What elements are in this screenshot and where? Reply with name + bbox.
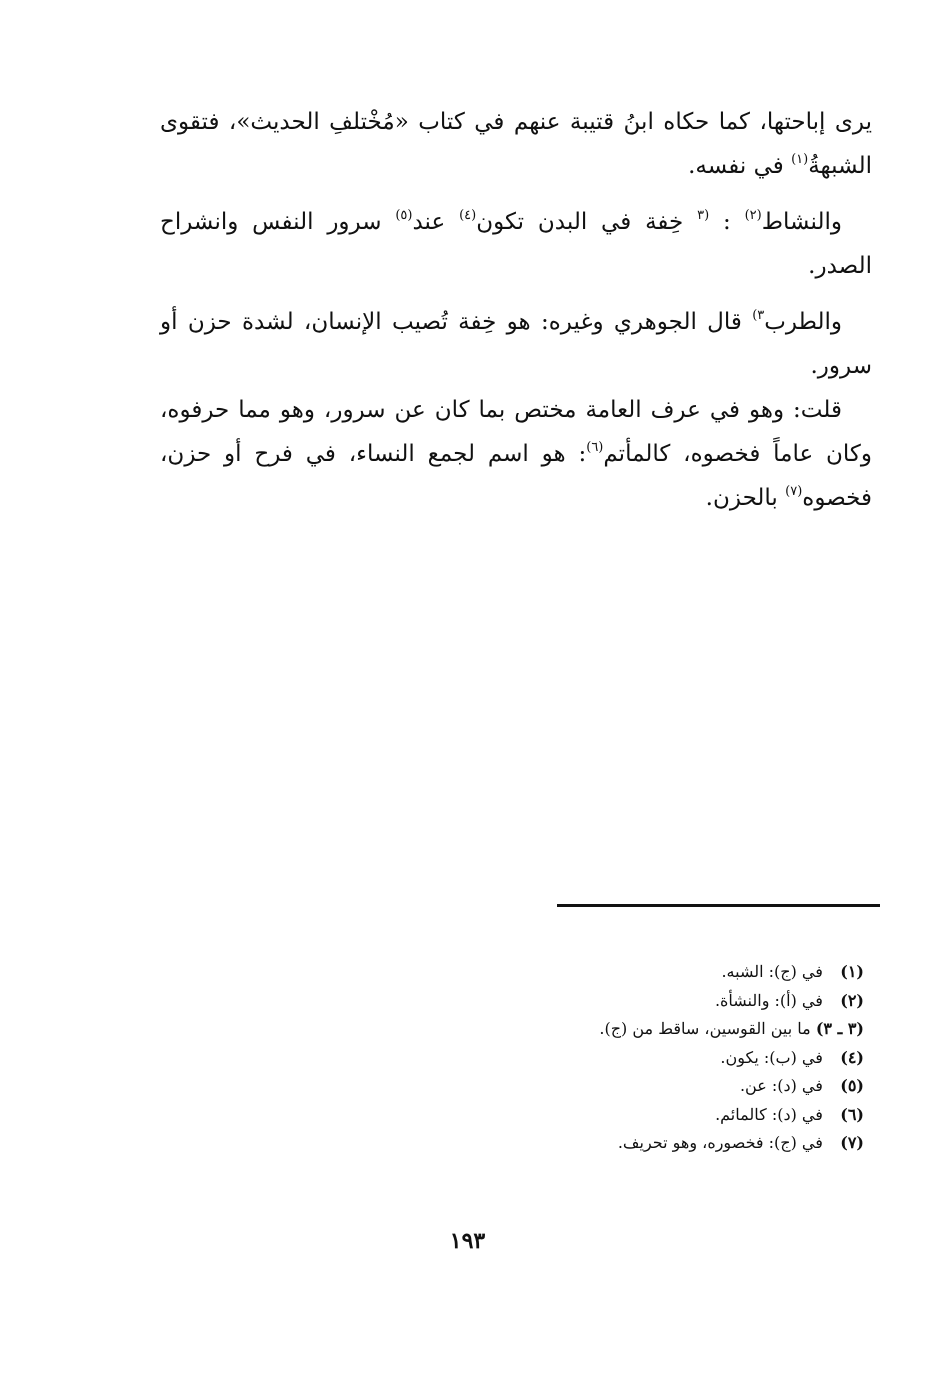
- text-segment: عند: [412, 209, 460, 235]
- paragraph-4: [160, 388, 872, 520]
- footnote-item: [450, 1072, 864, 1101]
- footnote-text: ما بين القوسين، ساقط من (ج).: [599, 1019, 811, 1038]
- text-segment: سرور النفس وانشراح الصدر.: [160, 209, 872, 279]
- footnote-number: (٤): [840, 1047, 864, 1067]
- text-segment: في نفسه.: [688, 153, 792, 179]
- footnote-number: (٥): [840, 1076, 864, 1095]
- footnote-number: (٧): [840, 1133, 864, 1152]
- text-segment: :: [709, 209, 745, 235]
- text-segment: والنشاط: [761, 209, 842, 235]
- footnote-marker: (٢): [744, 208, 762, 223]
- footnote-marker: (٦): [586, 440, 604, 455]
- footnote-item: [450, 1044, 864, 1073]
- footnote-text: في (ج): الشبه.: [721, 962, 823, 981]
- footnote-divider: [557, 904, 880, 907]
- text-segment: بالحزن.: [705, 485, 786, 511]
- footnote-text: في (ج): فخصوره، وهو تحريف.: [617, 1133, 823, 1152]
- footnote-marker: (٧): [785, 484, 803, 499]
- footnote-number: (٣ ـ ٣): [815, 1019, 864, 1038]
- footnote-item: [450, 1015, 864, 1044]
- paragraph-3: [160, 300, 872, 388]
- footnote-item: [450, 1129, 864, 1158]
- paragraph-1: [160, 100, 872, 188]
- footnote-text: في (ب): يكون.: [720, 1047, 823, 1067]
- footnote-number: (٦): [840, 1104, 864, 1124]
- text-segment: : هو اسم لجمع النساء، في فرح أو حزن، فخصوه: [160, 441, 872, 511]
- footnote-marker: (٥): [395, 208, 413, 223]
- page-number: ١٩٣: [449, 1228, 486, 1254]
- footnote-text: في (أ): والنشأة.: [714, 990, 823, 1010]
- footnote-item: [450, 1101, 864, 1130]
- footnotes-list: [450, 958, 864, 1158]
- footnote-item: [450, 958, 864, 987]
- footnote-number: (١): [840, 962, 864, 981]
- footnote-marker: (٤): [459, 208, 477, 223]
- footnote-item: [450, 987, 864, 1016]
- text-segment: والطرب: [764, 309, 842, 335]
- text-segment: خِفة في البدن تكون: [476, 209, 698, 235]
- footnote-text: في (د): عن.: [739, 1076, 823, 1095]
- footnote-marker: ٣): [752, 308, 765, 323]
- main-text: [160, 100, 872, 520]
- paragraph-2: [160, 200, 872, 288]
- text-segment: قلت: وهو في عرف العامة مختص بما كان عن سرور، وهو مما حرفوه، وكان عاماً فخصوه، كالمأتم: [160, 397, 872, 467]
- footnote-marker: (١): [791, 152, 809, 167]
- footnote-text: في (د): كالمائم.: [715, 1104, 823, 1124]
- text-segment: يرى إباحتها، كما حكاه ابنُ قتيبة عنهم في كتاب «مُخْتلفِ الحديث»، فتقوى الشبهةُ: [160, 109, 872, 179]
- text-segment: قال الجوهري وغيره: هو خِفة تُصيب الإنسان، لشدة حزن أو سرور.: [160, 309, 872, 379]
- footnote-number: (٢): [840, 990, 864, 1010]
- footnote-marker: (٣: [697, 208, 710, 223]
